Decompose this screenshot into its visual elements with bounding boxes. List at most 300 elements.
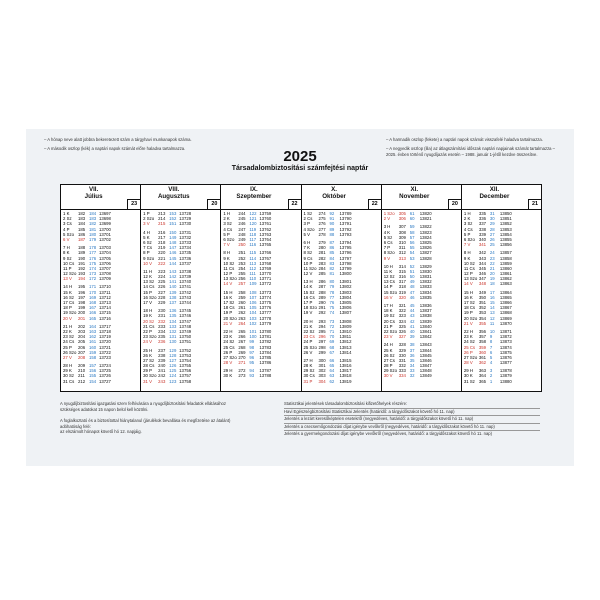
cumulative-days: 13707: [99, 265, 111, 271]
day-label: 22 P: [143, 328, 153, 334]
days-remaining: 167: [89, 305, 97, 311]
day-label: 3 P: [303, 221, 310, 227]
days-remaining: 85: [329, 250, 335, 256]
day-row: [304, 350, 379, 355]
day-of-year: 222: [158, 260, 166, 266]
cumulative-days: 13817: [339, 368, 352, 374]
cumulative-days: 13799: [339, 265, 352, 271]
day-of-year: 317: [398, 279, 406, 285]
day-label: 11 Cs: [223, 265, 235, 271]
days-remaining: 133: [169, 323, 177, 329]
days-remaining: 45: [409, 303, 415, 308]
day-of-year: 217: [158, 234, 166, 240]
day-list: [61, 210, 140, 385]
days-remaining: 135: [169, 313, 177, 319]
cumulative-days: 13831: [419, 274, 432, 280]
month-header: [221, 185, 300, 210]
cumulative-days: 13709: [99, 276, 111, 282]
cumulative-days: 13803: [339, 289, 352, 295]
days-remaining: 147: [169, 245, 177, 251]
day-label: 28 H: [63, 363, 73, 369]
days-remaining: 49: [409, 279, 415, 285]
day-of-year: 224: [158, 274, 166, 280]
cumulative-days: 13715: [99, 310, 111, 316]
days-remaining: 150: [169, 229, 177, 235]
days-remaining: 57: [409, 234, 415, 240]
day-of-year: 203: [78, 328, 86, 334]
cumulative-days: 13729: [179, 216, 192, 222]
days-remaining: 114: [249, 255, 257, 261]
day-label: 23 Cs: [303, 334, 315, 340]
day-label: 8 Szo: [383, 250, 395, 256]
day-label: 18 Cs: [463, 305, 476, 311]
day-label: 7 H: [63, 245, 70, 251]
day-row: [464, 321, 539, 326]
days-remaining: 83: [329, 260, 335, 266]
cumulative-days: 13735: [179, 250, 192, 256]
day-label: 6 Szo: [463, 236, 475, 242]
cumulative-days: 13782: [259, 339, 272, 345]
days-remaining: 138: [169, 294, 177, 300]
day-row: [384, 256, 459, 261]
days-remaining: 148: [169, 239, 177, 245]
calendar-subtitle: Társadalombiztosítási számfejtési naptár: [231, 165, 369, 172]
cumulative-days: 13840: [419, 323, 432, 329]
day-label: 15 Sz: [303, 289, 315, 295]
cumulative-days: 13705: [99, 255, 111, 261]
days-remaining: 8: [489, 339, 493, 345]
days-remaining: 79: [329, 284, 335, 290]
day-label: 1 P: [143, 211, 150, 216]
day-of-year: 272: [238, 368, 246, 374]
days-remaining: 115: [249, 250, 257, 256]
days-remaining: 76: [329, 300, 335, 305]
cumulative-days: 13747: [179, 318, 192, 324]
cumulative-days: 13777: [259, 310, 272, 316]
days-remaining: 75: [329, 305, 335, 311]
day-label: 14 V: [463, 281, 473, 287]
day-of-year: 236: [158, 339, 166, 345]
day-of-year: 304: [318, 378, 326, 384]
day-of-year: 193: [78, 271, 86, 277]
days-remaining: 152: [169, 216, 177, 222]
day-row: [464, 379, 539, 384]
days-remaining: 19: [489, 276, 495, 282]
day-of-year: 219: [158, 245, 166, 251]
cumulative-days: 13846: [419, 357, 432, 363]
cumulative-days: 13771: [259, 276, 272, 282]
day-label: 9 V: [383, 255, 391, 261]
day-label: 13 Sz: [143, 279, 155, 285]
days-remaining: 27: [489, 231, 495, 237]
day-label: 20 Szo: [223, 315, 237, 321]
day-label: 23 V: [383, 334, 393, 340]
days-remaining: 166: [89, 310, 97, 316]
day-list: [462, 210, 541, 385]
day-of-year: 244: [238, 211, 246, 216]
day-row: [464, 281, 539, 286]
day-row: [304, 232, 379, 237]
day-of-year: 293: [318, 318, 326, 324]
note-left-2: – A második oszlop (kék) a naptári napok számát előre haladva tartalmazza.: [44, 146, 186, 151]
day-of-year: 283: [318, 260, 326, 266]
day-of-year: 297: [318, 339, 326, 345]
day-of-year: 345: [478, 265, 487, 271]
footer-right: [284, 401, 540, 438]
day-of-year: 192: [78, 265, 86, 271]
day-label: 19 P: [223, 310, 233, 316]
days-remaining: 110: [249, 276, 257, 282]
day-of-year: 358: [478, 339, 487, 345]
day-row: [384, 295, 459, 300]
cumulative-days: 13790: [339, 216, 352, 222]
day-label: 29 Sz: [303, 368, 315, 374]
day-label: 24 Sz: [223, 339, 235, 345]
day-of-year: 238: [158, 352, 166, 358]
cumulative-days: 13855: [499, 236, 512, 242]
day-of-year: 187: [78, 236, 86, 242]
day-label: 9 K: [463, 255, 471, 261]
cumulative-days: 13870: [499, 320, 512, 326]
day-row: [63, 237, 138, 242]
day-row: [63, 379, 138, 384]
cumulative-days: 13854: [499, 231, 512, 237]
day-label: 25 Cs: [463, 344, 476, 350]
cumulative-days: 13800: [339, 271, 352, 277]
days-remaining: 173: [89, 271, 97, 277]
day-label: 16 Szo: [143, 294, 157, 300]
days-remaining: 172: [89, 276, 97, 282]
day-label: 26 Szo: [63, 349, 77, 355]
day-of-year: 337: [478, 221, 487, 227]
day-label: 29 P: [143, 368, 153, 374]
days-remaining: 58: [409, 229, 415, 235]
cumulative-days: 13860: [499, 265, 512, 271]
day-of-year: 339: [478, 231, 487, 237]
cumulative-days: 13772: [259, 281, 272, 287]
cumulative-days: 13837: [419, 308, 432, 314]
day-of-year: 265: [238, 328, 246, 334]
cumulative-days: 13861: [499, 271, 512, 277]
days-remaining: 24: [489, 250, 495, 256]
day-of-year: 360: [478, 349, 487, 355]
day-of-year: 226: [158, 284, 166, 290]
cumulative-days: 13852: [499, 221, 512, 227]
day-of-year: 216: [158, 229, 166, 235]
cumulative-days: 13739: [179, 274, 192, 280]
cumulative-days: 13878: [499, 368, 512, 374]
days-remaining: 118: [249, 231, 257, 237]
day-of-year: 322: [398, 308, 406, 314]
day-row: [223, 242, 298, 247]
day-label: 15 K: [63, 289, 72, 295]
day-of-year: 305: [398, 211, 406, 216]
days-remaining: 183: [89, 216, 97, 222]
days-remaining: 151: [169, 221, 177, 227]
cumulative-days: 13776: [259, 305, 272, 311]
day-label: 12 K: [143, 274, 153, 280]
cumulative-days: 13738: [179, 268, 192, 274]
days-remaining: 88: [329, 231, 335, 237]
month-label: Augusztus: [157, 193, 190, 200]
day-label: 31 Cs: [63, 378, 75, 384]
cumulative-days: 13836: [419, 303, 432, 308]
days-remaining: 73: [329, 318, 335, 324]
day-row: [384, 373, 459, 378]
month-number: VII.: [88, 186, 99, 193]
cumulative-days: 13737: [179, 260, 192, 266]
day-label: 22 H: [223, 328, 233, 334]
day-label: 21 V: [223, 320, 233, 326]
days-remaining: 66: [329, 357, 335, 363]
day-of-year: 262: [238, 310, 246, 316]
cumulative-days: 13788: [259, 373, 272, 379]
day-label: 4 P: [63, 226, 70, 232]
day-of-year: 295: [318, 328, 326, 334]
days-remaining: 64: [329, 368, 335, 374]
day-row: [223, 360, 298, 365]
day-label: 15 Szo: [383, 289, 398, 295]
days-remaining: 87: [329, 239, 335, 245]
days-remaining: 92: [329, 211, 335, 216]
days-remaining: 111: [249, 271, 256, 277]
cumulative-days: 13839: [419, 318, 432, 324]
cumulative-days: 13843: [419, 342, 432, 348]
days-remaining: 89: [329, 226, 335, 232]
day-label: 23 K: [463, 334, 473, 340]
day-of-year: 281: [318, 250, 326, 256]
day-of-year: 257: [238, 281, 246, 287]
day-label: 27 Cs: [383, 357, 395, 363]
day-of-year: 311: [398, 245, 406, 251]
day-label: 20 Sz: [143, 318, 155, 324]
day-label: 19 V: [303, 310, 313, 316]
cumulative-days: 13764: [259, 236, 272, 242]
month-name: [221, 186, 286, 200]
cumulative-days: 13750: [179, 334, 192, 340]
footer-right-2: Havi Egészségbiztosítási Statisztikai Jelentés (határidő: a tárgyidőszakot követő hó 11. nap): [284, 408, 540, 416]
day-of-year: 332: [398, 363, 406, 369]
day-label: 20 V: [63, 315, 72, 321]
days-remaining: 177: [89, 250, 97, 256]
day-row: [143, 300, 218, 305]
day-label: 25 K: [383, 347, 393, 353]
day-label: 27 Szo: [223, 354, 237, 360]
day-label: 16 K: [463, 294, 473, 300]
day-of-year: 204: [78, 334, 86, 340]
day-label: 24 Cs: [63, 339, 75, 345]
days-remaining: 68: [329, 344, 335, 350]
footer-right-3: Jelentés a lezárt keresőképtelen esetekről (negyedéves, határidő: a tárgyidőszakot követő hó 11. nap): [284, 415, 540, 423]
cumulative-days: 13765: [259, 242, 272, 248]
day-of-year: 259: [238, 294, 246, 300]
days-remaining: 91: [329, 216, 335, 222]
days-remaining: 165: [89, 315, 97, 321]
day-row: [304, 379, 379, 384]
cumulative-days: 13733: [179, 239, 192, 245]
day-label: 26 K: [143, 352, 153, 358]
day-label: 19 Sz: [383, 313, 395, 319]
days-remaining: 98: [249, 344, 255, 350]
cumulative-days: 13773: [259, 289, 272, 295]
day-of-year: 321: [398, 303, 406, 308]
day-label: 25 Szo: [303, 344, 317, 350]
cumulative-days: 13712: [99, 294, 111, 300]
day-of-year: 223: [158, 268, 166, 274]
day-of-year: 309: [398, 234, 406, 240]
day-label: 1 H: [223, 211, 231, 216]
cumulative-days: 13841: [419, 328, 432, 334]
cumulative-days: 13808: [339, 318, 352, 324]
day-list: [302, 210, 381, 385]
cumulative-days: 13785: [259, 354, 272, 360]
days-remaining: 29: [489, 221, 495, 227]
days-remaining: 94: [249, 368, 255, 374]
days-remaining: 30: [489, 216, 495, 222]
days-remaining: 39: [409, 334, 415, 340]
days-remaining: 10: [489, 328, 495, 334]
cumulative-days: 13850: [499, 211, 512, 216]
day-label: 12 Szo: [63, 271, 77, 277]
day-of-year: 228: [158, 294, 166, 300]
day-label: 14 H: [63, 284, 73, 290]
month-number: XI.: [410, 186, 419, 193]
cumulative-days: 13804: [339, 294, 352, 300]
day-of-year: 307: [398, 224, 406, 230]
day-label: 18 Cs: [223, 305, 235, 311]
days-remaining: 156: [89, 368, 97, 374]
workdays-count: 22: [288, 199, 301, 209]
days-remaining: 42: [409, 318, 415, 324]
day-of-year: 243: [158, 378, 166, 384]
day-row: [304, 310, 379, 315]
day-of-year: 273: [238, 373, 246, 379]
cumulative-days: 13845: [419, 352, 432, 358]
cumulative-days: 13877: [499, 360, 512, 366]
day-of-year: 327: [398, 334, 406, 340]
days-remaining: 14: [489, 305, 495, 311]
day-of-year: 347: [478, 276, 487, 282]
cumulative-days: 13872: [499, 334, 512, 340]
days-remaining: 107: [249, 294, 257, 300]
cumulative-days: 13825: [419, 239, 432, 245]
day-of-year: 205: [78, 339, 86, 345]
day-of-year: 212: [78, 378, 86, 384]
days-remaining: 52: [409, 263, 415, 269]
day-of-year: 335: [478, 211, 487, 216]
day-of-year: 294: [318, 323, 326, 329]
cumulative-days: 13732: [179, 234, 192, 240]
day-of-year: 280: [318, 245, 326, 251]
day-of-year: 301: [318, 363, 326, 369]
cumulative-days: 13871: [499, 328, 512, 334]
days-remaining: 99: [249, 339, 255, 345]
day-of-year: 320: [398, 294, 406, 300]
cumulative-days: 13809: [339, 323, 352, 329]
cumulative-days: 13879: [499, 373, 512, 379]
day-label: 30 K: [463, 373, 473, 379]
cumulative-days: 13742: [179, 289, 192, 295]
days-remaining: 4: [489, 360, 493, 366]
day-of-year: 329: [398, 347, 406, 353]
days-remaining: 48: [409, 284, 415, 290]
days-remaining: 54: [409, 250, 415, 256]
day-label: 8 H: [223, 250, 231, 256]
day-label: 18 P: [63, 305, 72, 311]
cumulative-days: 13814: [339, 349, 352, 355]
note-right-1: – A harmadik oszlop (fekete) a naptári napok számát visszafelé haladva tartalmazza.: [386, 137, 543, 142]
cumulative-days: 13802: [339, 284, 352, 290]
day-label: 4 Cs: [223, 226, 233, 232]
days-remaining: 129: [169, 347, 177, 353]
day-of-year: 348: [478, 281, 487, 287]
day-label: 10 Sz: [463, 260, 475, 266]
cumulative-days: 13714: [99, 305, 111, 311]
month-header: [382, 185, 461, 210]
day-label: 9 Cs: [303, 255, 313, 261]
days-remaining: 127: [169, 357, 177, 363]
day-of-year: 291: [318, 305, 326, 311]
workdays-count: 23: [127, 199, 140, 209]
day-label: 11 K: [383, 268, 393, 274]
day-of-year: 364: [478, 373, 487, 379]
days-remaining: 47: [409, 289, 415, 295]
cumulative-days: 13708: [99, 271, 111, 277]
cumulative-days: 13745: [179, 308, 192, 314]
days-remaining: 16: [489, 294, 495, 300]
day-label: 12 P: [223, 271, 233, 277]
day-label: 12 P: [463, 271, 473, 277]
cumulative-days: 13734: [179, 245, 192, 251]
cumulative-days: 13781: [259, 334, 272, 340]
days-remaining: 103: [249, 315, 257, 321]
day-label: 30 Cs: [303, 373, 315, 379]
cumulative-days: 13823: [419, 229, 432, 235]
day-label: 11 Cs: [463, 265, 475, 271]
day-of-year: 199: [78, 305, 86, 311]
day-of-year: 206: [78, 344, 86, 350]
day-of-year: 333: [398, 368, 406, 374]
cumulative-days: 13835: [419, 294, 432, 300]
day-of-year: 209: [78, 363, 86, 369]
day-of-year: 211: [78, 373, 85, 379]
day-label: 18 Szo: [303, 305, 317, 311]
day-label: 6 H: [303, 239, 311, 245]
day-label: 4 K: [383, 229, 391, 235]
cumulative-days: 13779: [259, 320, 272, 326]
cumulative-days: 13780: [259, 328, 272, 334]
day-label: 15 P: [143, 289, 153, 295]
cumulative-days: 13807: [339, 310, 352, 316]
note-right-2: – A negyedik oszlop (lila) az átlagszámítási időszak naptári napjainak számát tartalmazza – 2025. évben történő nyugdíjazás esetén – 1988. január 1-jétől kezdve összesítve.: [386, 146, 555, 157]
days-remaining: 102: [249, 320, 257, 326]
day-of-year: 289: [318, 294, 326, 300]
day-of-year: 270: [238, 354, 246, 360]
day-of-year: 344: [478, 260, 487, 266]
days-remaining: 23: [489, 255, 495, 261]
days-remaining: 60: [409, 216, 415, 222]
cumulative-days: 13859: [499, 260, 512, 266]
day-label: 5 V: [303, 231, 310, 237]
days-remaining: 32: [409, 373, 415, 379]
cumulative-days: 13725: [99, 368, 111, 374]
cumulative-days: 13740: [179, 279, 192, 285]
day-of-year: 186: [78, 231, 86, 237]
day-list: [141, 210, 220, 385]
cumulative-days: 13746: [179, 313, 192, 319]
day-label: 10 P: [303, 260, 313, 266]
day-of-year: 350: [478, 294, 487, 300]
